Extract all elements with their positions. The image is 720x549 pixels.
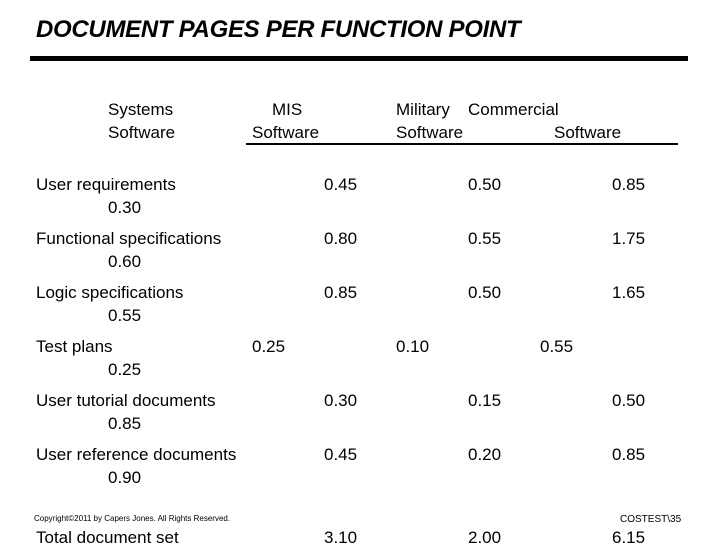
cell-mis-total: 3.10 <box>324 528 358 547</box>
row-label: User tutorial documents <box>36 391 216 410</box>
row-label: Functional specifications <box>36 229 222 248</box>
row-label-total: Total document set <box>36 528 179 547</box>
header-military-line2: Software <box>396 123 464 142</box>
cell-systems: 0.30 <box>108 198 142 217</box>
cell-mis: 0.80 <box>324 229 358 248</box>
header-mis-line1: MIS <box>272 100 303 119</box>
cell-military: 0.10 <box>396 337 430 356</box>
slide-id: COSTEST\35 <box>620 514 682 525</box>
header-systems-line1: Systems <box>108 100 174 119</box>
cell-mis: 0.45 <box>324 445 358 464</box>
cell-mis: 0.85 <box>324 283 358 302</box>
row-label: Logic specifications <box>36 283 184 302</box>
copyright-text: Copyright©2011 by Capers Jones. All Rights Reserved. <box>34 514 231 523</box>
header-mis-line2: Software <box>252 123 320 142</box>
cell-mis: 0.45 <box>324 175 358 194</box>
header-divider <box>246 143 678 145</box>
header-systems-line2: Software <box>108 123 176 142</box>
cell-commercial: 0.85 <box>612 445 646 464</box>
title-divider <box>30 56 688 61</box>
cell-commercial-total: 6.15 <box>612 528 646 547</box>
cell-commercial: 1.65 <box>612 283 646 302</box>
row-label: User reference documents <box>36 445 237 464</box>
cell-mis: 0.25 <box>252 337 286 356</box>
cell-systems: 0.25 <box>108 360 142 379</box>
cell-commercial: 0.50 <box>612 391 646 410</box>
cell-commercial: 0.55 <box>540 337 574 356</box>
cell-systems: 0.55 <box>108 306 142 325</box>
cell-military: 0.15 <box>468 391 502 410</box>
cell-military: 0.20 <box>468 445 502 464</box>
cell-military: 0.50 <box>468 283 502 302</box>
cell-military: 0.50 <box>468 175 502 194</box>
header-commercial-line1: Commercial <box>468 100 559 119</box>
cell-military: 0.55 <box>468 229 502 248</box>
cell-systems: 0.60 <box>108 252 142 271</box>
cell-commercial: 1.75 <box>612 229 646 248</box>
row-label: Test plans <box>36 337 113 356</box>
cell-systems: 0.90 <box>108 468 142 487</box>
cell-commercial: 0.85 <box>612 175 646 194</box>
cell-mis: 0.30 <box>324 391 358 410</box>
cell-military-total: 2.00 <box>468 528 502 547</box>
header-military-line1: Military <box>396 100 450 119</box>
header-commercial-line2: Software <box>554 123 622 142</box>
page-title: DOCUMENT PAGES PER FUNCTION POINT <box>36 16 521 43</box>
cell-systems: 0.85 <box>108 414 142 433</box>
row-label: User requirements <box>36 175 176 194</box>
